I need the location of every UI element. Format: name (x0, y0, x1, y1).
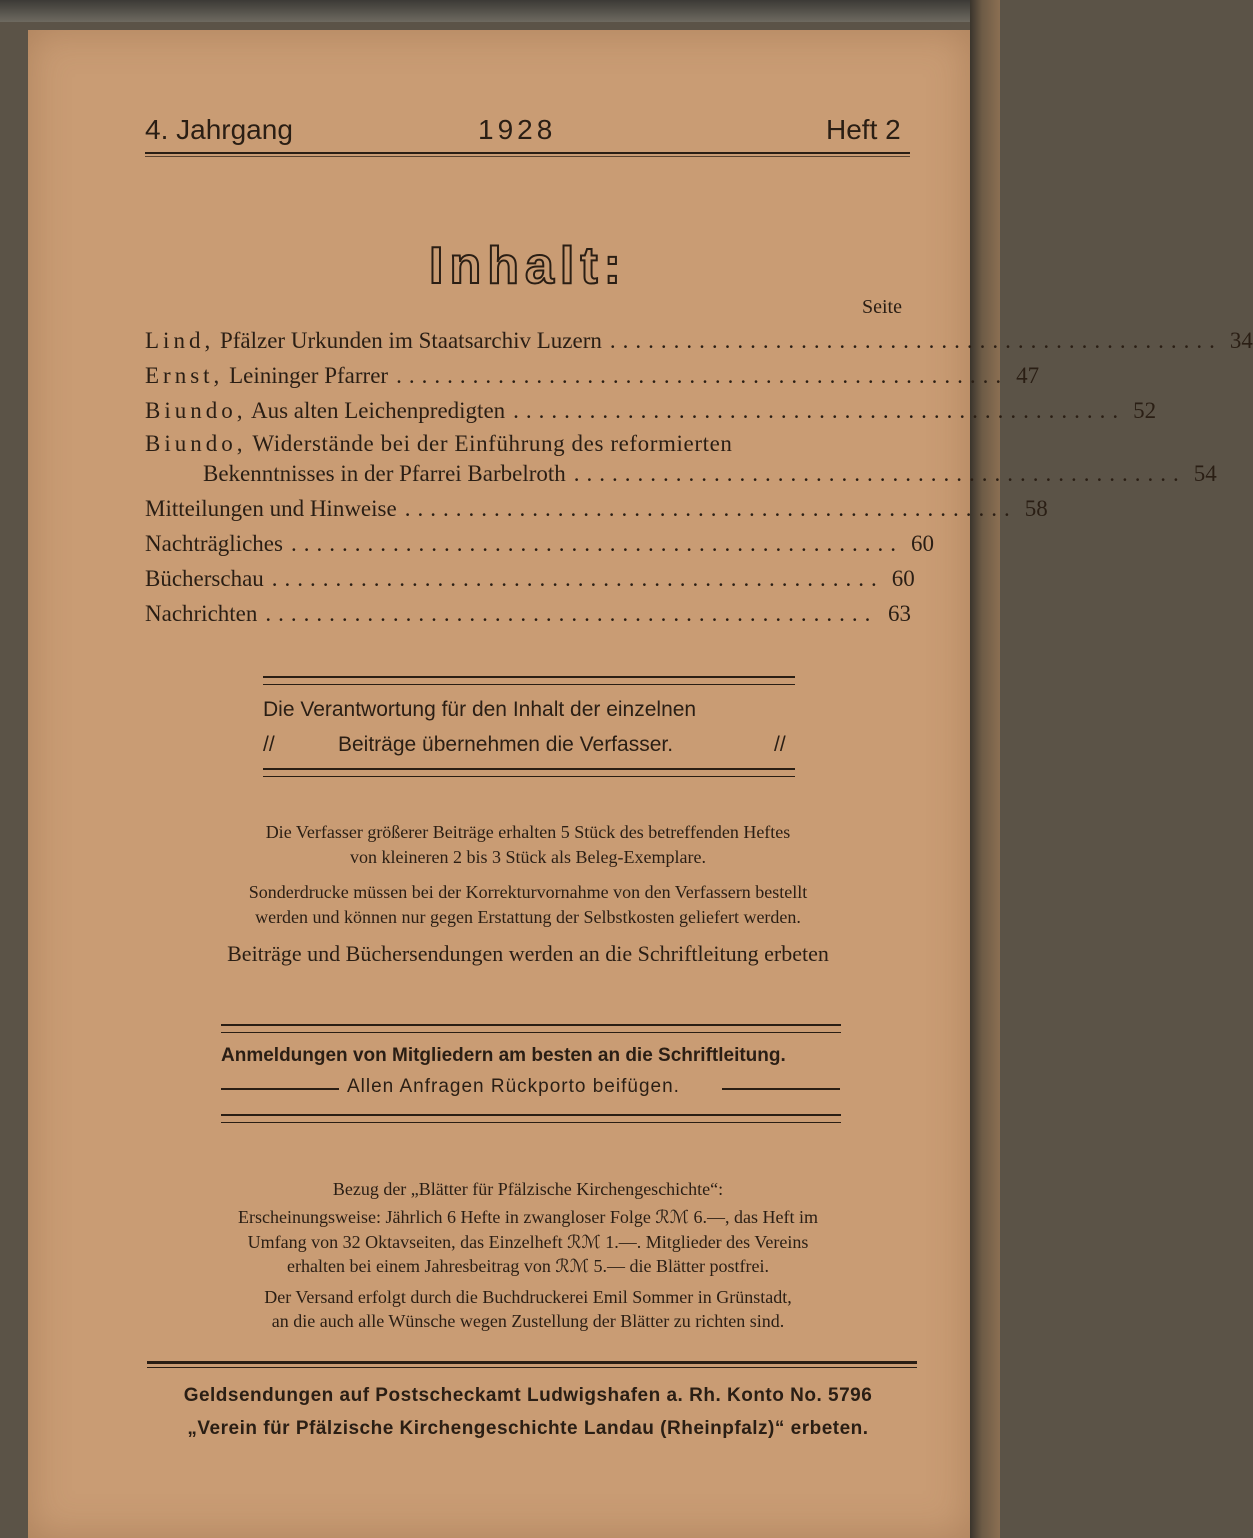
payment-line-1: Geldsendungen auf Postscheckamt Ludwigshafen a. Rh. Konto No. 5796 (183, 1385, 873, 1406)
year-label: 1928 (478, 114, 557, 145)
toc-author: Ernst, (145, 363, 224, 388)
page-column-label: Seite (862, 296, 902, 318)
responsibility-mark-right: // (774, 733, 786, 756)
toc-author: Biundo, (145, 431, 247, 456)
authors-info-line-1: Die Verfasser größerer Beiträge erhalten 5 Stück des betreffenden Heftes (265, 822, 791, 842)
footer-rule-thin (147, 1367, 917, 1368)
notice-rule-bottom (263, 768, 795, 777)
toc-entry (145, 328, 1253, 354)
toc-author: Lind, (145, 328, 215, 353)
toc-page: 60 (910, 531, 934, 556)
toc-title: Nachträgliches (145, 531, 283, 556)
issue-label: Heft 2 (826, 114, 901, 145)
membership-rule-bottom (221, 1114, 841, 1123)
membership-dash-left (221, 1088, 339, 1090)
notice-rule-top (263, 676, 795, 685)
footer-rule (147, 1361, 917, 1364)
toc-title: Pfälzer Urkunden im Staatsarchiv Luzern (219, 328, 602, 353)
membership-rule-top (221, 1024, 841, 1033)
toc-leader: ................................................ (396, 363, 1009, 388)
subscription-line-4: erhalten bei einem Jahresbeitrag von ℛℳ 5.— die Blätter postfrei. (287, 1256, 769, 1276)
toc-page: 63 (888, 601, 911, 626)
toc-title-continued: Bekenntnisses in der Pfarrei Barbelroth (203, 461, 566, 486)
payment-line-2: „Verein für Pfälzische Kirchengeschichte Landau (Rheinpfalz)“ erbeten. (187, 1418, 869, 1439)
responsibility-mark-left: // (263, 733, 275, 756)
toc-title: Widerstände bei der Einführung des reformierten (252, 431, 733, 456)
toc-title: Aus alten Leichenpredigten (250, 398, 506, 423)
toc-title: Nachrichten (145, 601, 258, 626)
toc-title: Mitteilungen und Hinweise (145, 496, 397, 521)
toc-author: Biundo, (145, 398, 247, 423)
toc-leader: ................................................ (290, 531, 903, 556)
toc-entry (145, 363, 1040, 389)
toc-entry-continuation (203, 461, 1217, 487)
toc-entry (145, 531, 934, 557)
toc-leader: ................................................ (513, 398, 1126, 423)
header-rule (145, 152, 910, 154)
subscription-line-6: an die auch alle Wünsche wegen Zustellung der Blätter zu richten sind. (271, 1311, 785, 1331)
toc-entry (145, 431, 733, 457)
header-rule-thin (145, 156, 910, 157)
toc-entry (145, 398, 1157, 424)
toc-entry (145, 496, 1048, 522)
toc-page: 34 (1229, 328, 1253, 353)
toc-page: 54 (1193, 461, 1217, 486)
membership-line-2: Allen Anfragen Rückporto beifügen. (347, 1076, 680, 1097)
authors-info-line-5: Beiträge und Büchersendungen werden an die Schriftleitung erbeten (227, 941, 829, 966)
volume-label: 4. Jahrgang (145, 114, 293, 145)
toc-leader: ................................................ (265, 601, 878, 626)
membership-line-1: Anmeldungen von Mitgliedern am besten an die Schriftleitung. (221, 1045, 786, 1066)
authors-info-line-3: Sonderdrucke müssen bei der Korrekturvornahme von den Verfassern bestellt (248, 882, 808, 902)
toc-entry (145, 601, 911, 627)
toc-page: 58 (1024, 496, 1048, 521)
toc-leader: ................................................ (271, 566, 884, 591)
responsibility-line-2: Beiträge übernehmen die Verfasser. (338, 733, 674, 756)
authors-info-line-4: werden und können nur gegen Erstattung der Selbstkosten geliefert werden. (255, 907, 801, 927)
toc-page: 60 (891, 566, 915, 591)
toc-entry (145, 566, 915, 592)
subscription-line-2: Erscheinungsweise: Jährlich 6 Hefte in zwangloser Folge ℛℳ 6.—, das Heft im (238, 1207, 818, 1227)
toc-title: Leininger Pfarrer (229, 363, 389, 388)
toc-leader: ................................................ (609, 328, 1222, 353)
toc-page: 47 (1016, 363, 1040, 388)
subscription-line-3: Umfang von 32 Oktavseiten, das Einzelheft ℛℳ 1.—. Mitglieder des Vereins (247, 1232, 809, 1252)
membership-dash-right (722, 1088, 840, 1090)
responsibility-line-1: Die Verantwortung für den Inhalt der einzelnen (263, 698, 697, 721)
toc-leader: ................................................ (573, 461, 1186, 486)
book-top-edge (0, 0, 1000, 22)
subscription-line-1: Bezug der „Blätter für Pfälzische Kirchengeschichte“: (332, 1179, 724, 1199)
toc-page: 52 (1133, 398, 1157, 423)
toc-leader: ................................................ (404, 496, 1017, 521)
authors-info-line-2: von kleineren 2 bis 3 Stück als Beleg-Exemplare. (350, 847, 706, 867)
toc-title: Bücherschau (145, 566, 264, 591)
subscription-line-5: Der Versand erfolgt durch die Buchdruckerei Emil Sommer in Grünstadt, (264, 1287, 792, 1307)
page-title: Inhalt: (429, 237, 627, 295)
